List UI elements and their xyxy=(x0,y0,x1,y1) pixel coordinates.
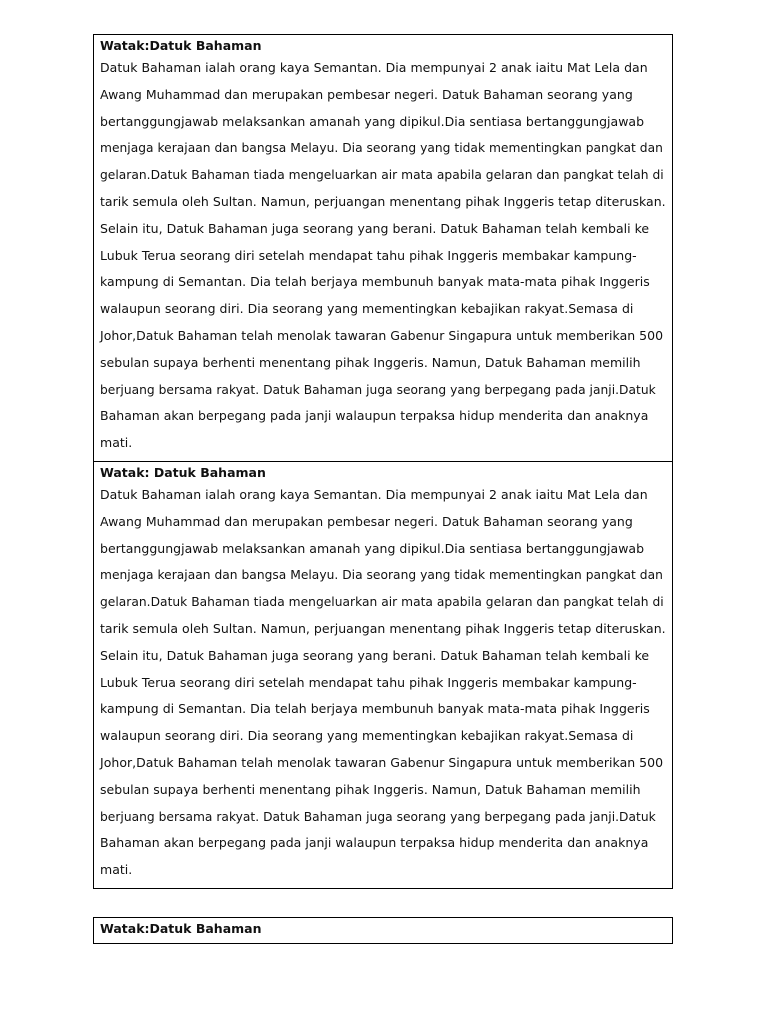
body-line: berjuang bersama rakyat. Datuk Bahaman juga seorang yang berpegang pada janji.Datuk xyxy=(100,382,656,397)
body-line: Datuk Bahaman ialah orang kaya Semantan. Dia mempunyai 2 anak iaitu Mat Lela dan xyxy=(100,60,648,75)
body-line: menjaga kerajaan dan bangsa Melayu. Dia seorang yang tidak mementingkan pangkat dan xyxy=(100,141,663,156)
body-line: menjaga kerajaan dan bangsa Melayu. Dia seorang yang tidak mementingkan pangkat dan xyxy=(100,568,663,583)
body-line: kampung di Semantan. Dia telah berjaya membunuh banyak mata-mata pihak Inggeris xyxy=(100,701,650,717)
body-line: kampung di Semantan. Dia telah berjaya membunuh banyak mata-mata pihak Inggeris xyxy=(100,274,650,290)
body-line: berjuang bersama rakyat. Datuk Bahaman juga seorang yang berpegang pada janji.Datuk xyxy=(100,809,656,824)
body-line: Awang Muhammad dan merupakan pembesar negeri. Datuk Bahaman seorang yang xyxy=(100,513,633,529)
body-line: Selain itu, Datuk Bahaman juga seorang yang berani. Datuk Bahaman telah kembali ke xyxy=(100,647,650,663)
box-body xyxy=(100,55,666,457)
body-line: mati. xyxy=(100,862,133,878)
body-line: gelaran.Datuk Bahaman tiada mengeluarkan air mata apabila gelaran dan pangkat telah di xyxy=(100,168,664,183)
body-line: tarik semula oleh Sultan. Namun, perjuangan menentang pihak Inggeris tetap diteruskan. xyxy=(100,193,666,209)
body-line: Awang Muhammad dan merupakan pembesar negeri. Datuk Bahaman seorang yang xyxy=(100,86,633,102)
body-line: sebulan supaya berhenti menentang pihak Inggeris. Namun, Datuk Bahaman memilih xyxy=(100,781,641,797)
body-line: Johor,Datuk Bahaman telah menolak tawaran Gabenur Singapura untuk memberikan 500 xyxy=(100,754,664,770)
character-box-1 xyxy=(93,34,673,462)
body-line: Lubuk Terua seorang diri setelah mendapat tahu pihak Inggeris membakar kampung- xyxy=(100,674,637,690)
box-body xyxy=(100,482,666,884)
body-line: sebulan supaya berhenti menentang pihak Inggeris. Namun, Datuk Bahaman memilih xyxy=(100,354,641,370)
box-title: Watak: Datuk Bahaman xyxy=(100,465,266,480)
body-line: Johor,Datuk Bahaman telah menolak tawaran Gabenur Singapura untuk memberikan 500 xyxy=(100,327,664,343)
body-line: Lubuk Terua seorang diri setelah mendapat tahu pihak Inggeris membakar kampung- xyxy=(100,247,637,263)
body-line: Datuk Bahaman ialah orang kaya Semantan. Dia mempunyai 2 anak iaitu Mat Lela dan xyxy=(100,487,648,502)
box-title: Watak:Datuk Bahaman xyxy=(100,921,262,936)
body-line: walaupun seorang diri. Dia seorang yang mementingkan kebajikan rakyat.Semasa di xyxy=(100,728,634,744)
body-line: walaupun seorang diri. Dia seorang yang mementingkan kebajikan rakyat.Semasa di xyxy=(100,301,634,317)
body-line: bertanggungjawab melaksankan amanah yang dipikul.Dia sentiasa bertanggungjawab xyxy=(100,540,645,556)
character-box-3 xyxy=(93,917,673,944)
body-line: Bahaman akan berpegang pada janji walaupun terpaksa hidup menderita dan anaknya xyxy=(100,835,649,851)
body-line: Bahaman akan berpegang pada janji walaupun terpaksa hidup menderita dan anaknya xyxy=(100,408,649,424)
body-line: mati. xyxy=(100,435,133,451)
body-line: bertanggungjawab melaksankan amanah yang dipikul.Dia sentiasa bertanggungjawab xyxy=(100,113,645,129)
character-box-2 xyxy=(93,461,673,889)
body-line: tarik semula oleh Sultan. Namun, perjuangan menentang pihak Inggeris tetap diteruskan. xyxy=(100,620,666,636)
box-title: Watak:Datuk Bahaman xyxy=(100,38,262,53)
body-line: Selain itu, Datuk Bahaman juga seorang yang berani. Datuk Bahaman telah kembali ke xyxy=(100,220,650,236)
body-line: gelaran.Datuk Bahaman tiada mengeluarkan air mata apabila gelaran dan pangkat telah di xyxy=(100,595,664,610)
